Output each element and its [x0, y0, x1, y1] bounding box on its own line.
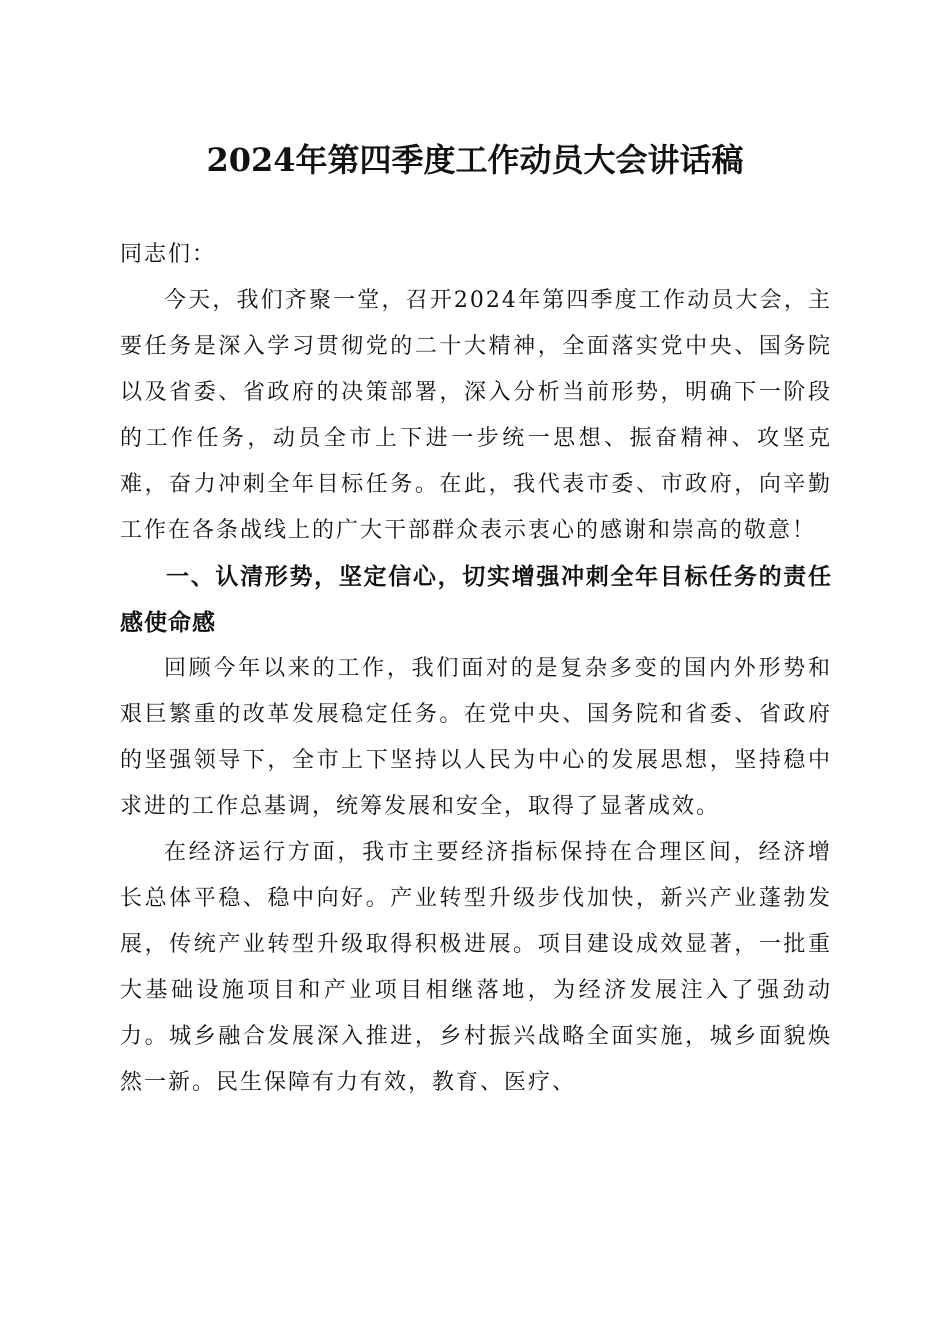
document-body [120, 232, 832, 1106]
paragraph-review: 回顾今年以来的工作，我们面对的是复杂多变的国内外形势和艰巨繁重的改革发展稳定任务。在党中央、国务院和省委、省政府的坚强领导下，全市上下坚持以人民为中心的发展思想，坚持稳中求进的工作总基调，统筹发展和安全，取得了显著成效。 [120, 656, 832, 819]
paragraph-opening: 今天，我们齐聚一堂，召开2024年第四季度工作动员大会，主要任务是深入学习贯彻党的二十大精神，全面落实党中央、国务院以及省委、省政府的决策部署，深入分析当前形势，明确下一阶段的工作任务，动员全市上下进一步统一思想、振奋精神、攻坚克难，奋力冲刺全年目标任务。在此，我代表市委、市政府，向辛勤工作在各条战线上的广大干部群众表示衷心的感谢和崇高的敬意！ [120, 288, 832, 543]
paragraph-economy: 在经济运行方面，我市主要经济指标保持在合理区间，经济增长总体平稳、稳中向好。产业转型升级步伐加快，新兴产业蓬勃发展，传统产业转型升级取得积极进展。项目建设成效显著，一批重大基础设施项目和产业项目相继落地，为经济发展注入了强劲动力。城乡融合发展深入推进，乡村振兴战略全面实施，城乡面貌焕然一新。民生保障有力有效，教育、医疗、 [120, 840, 832, 1095]
document-title: 2024年第四季度工作动员大会讲话稿 [206, 141, 744, 179]
salutation: 同志们： [120, 242, 217, 267]
section-heading-1: 一、认清形势，坚定信心，切实增强冲刺全年目标任务的责任感使命感 [120, 564, 832, 636]
